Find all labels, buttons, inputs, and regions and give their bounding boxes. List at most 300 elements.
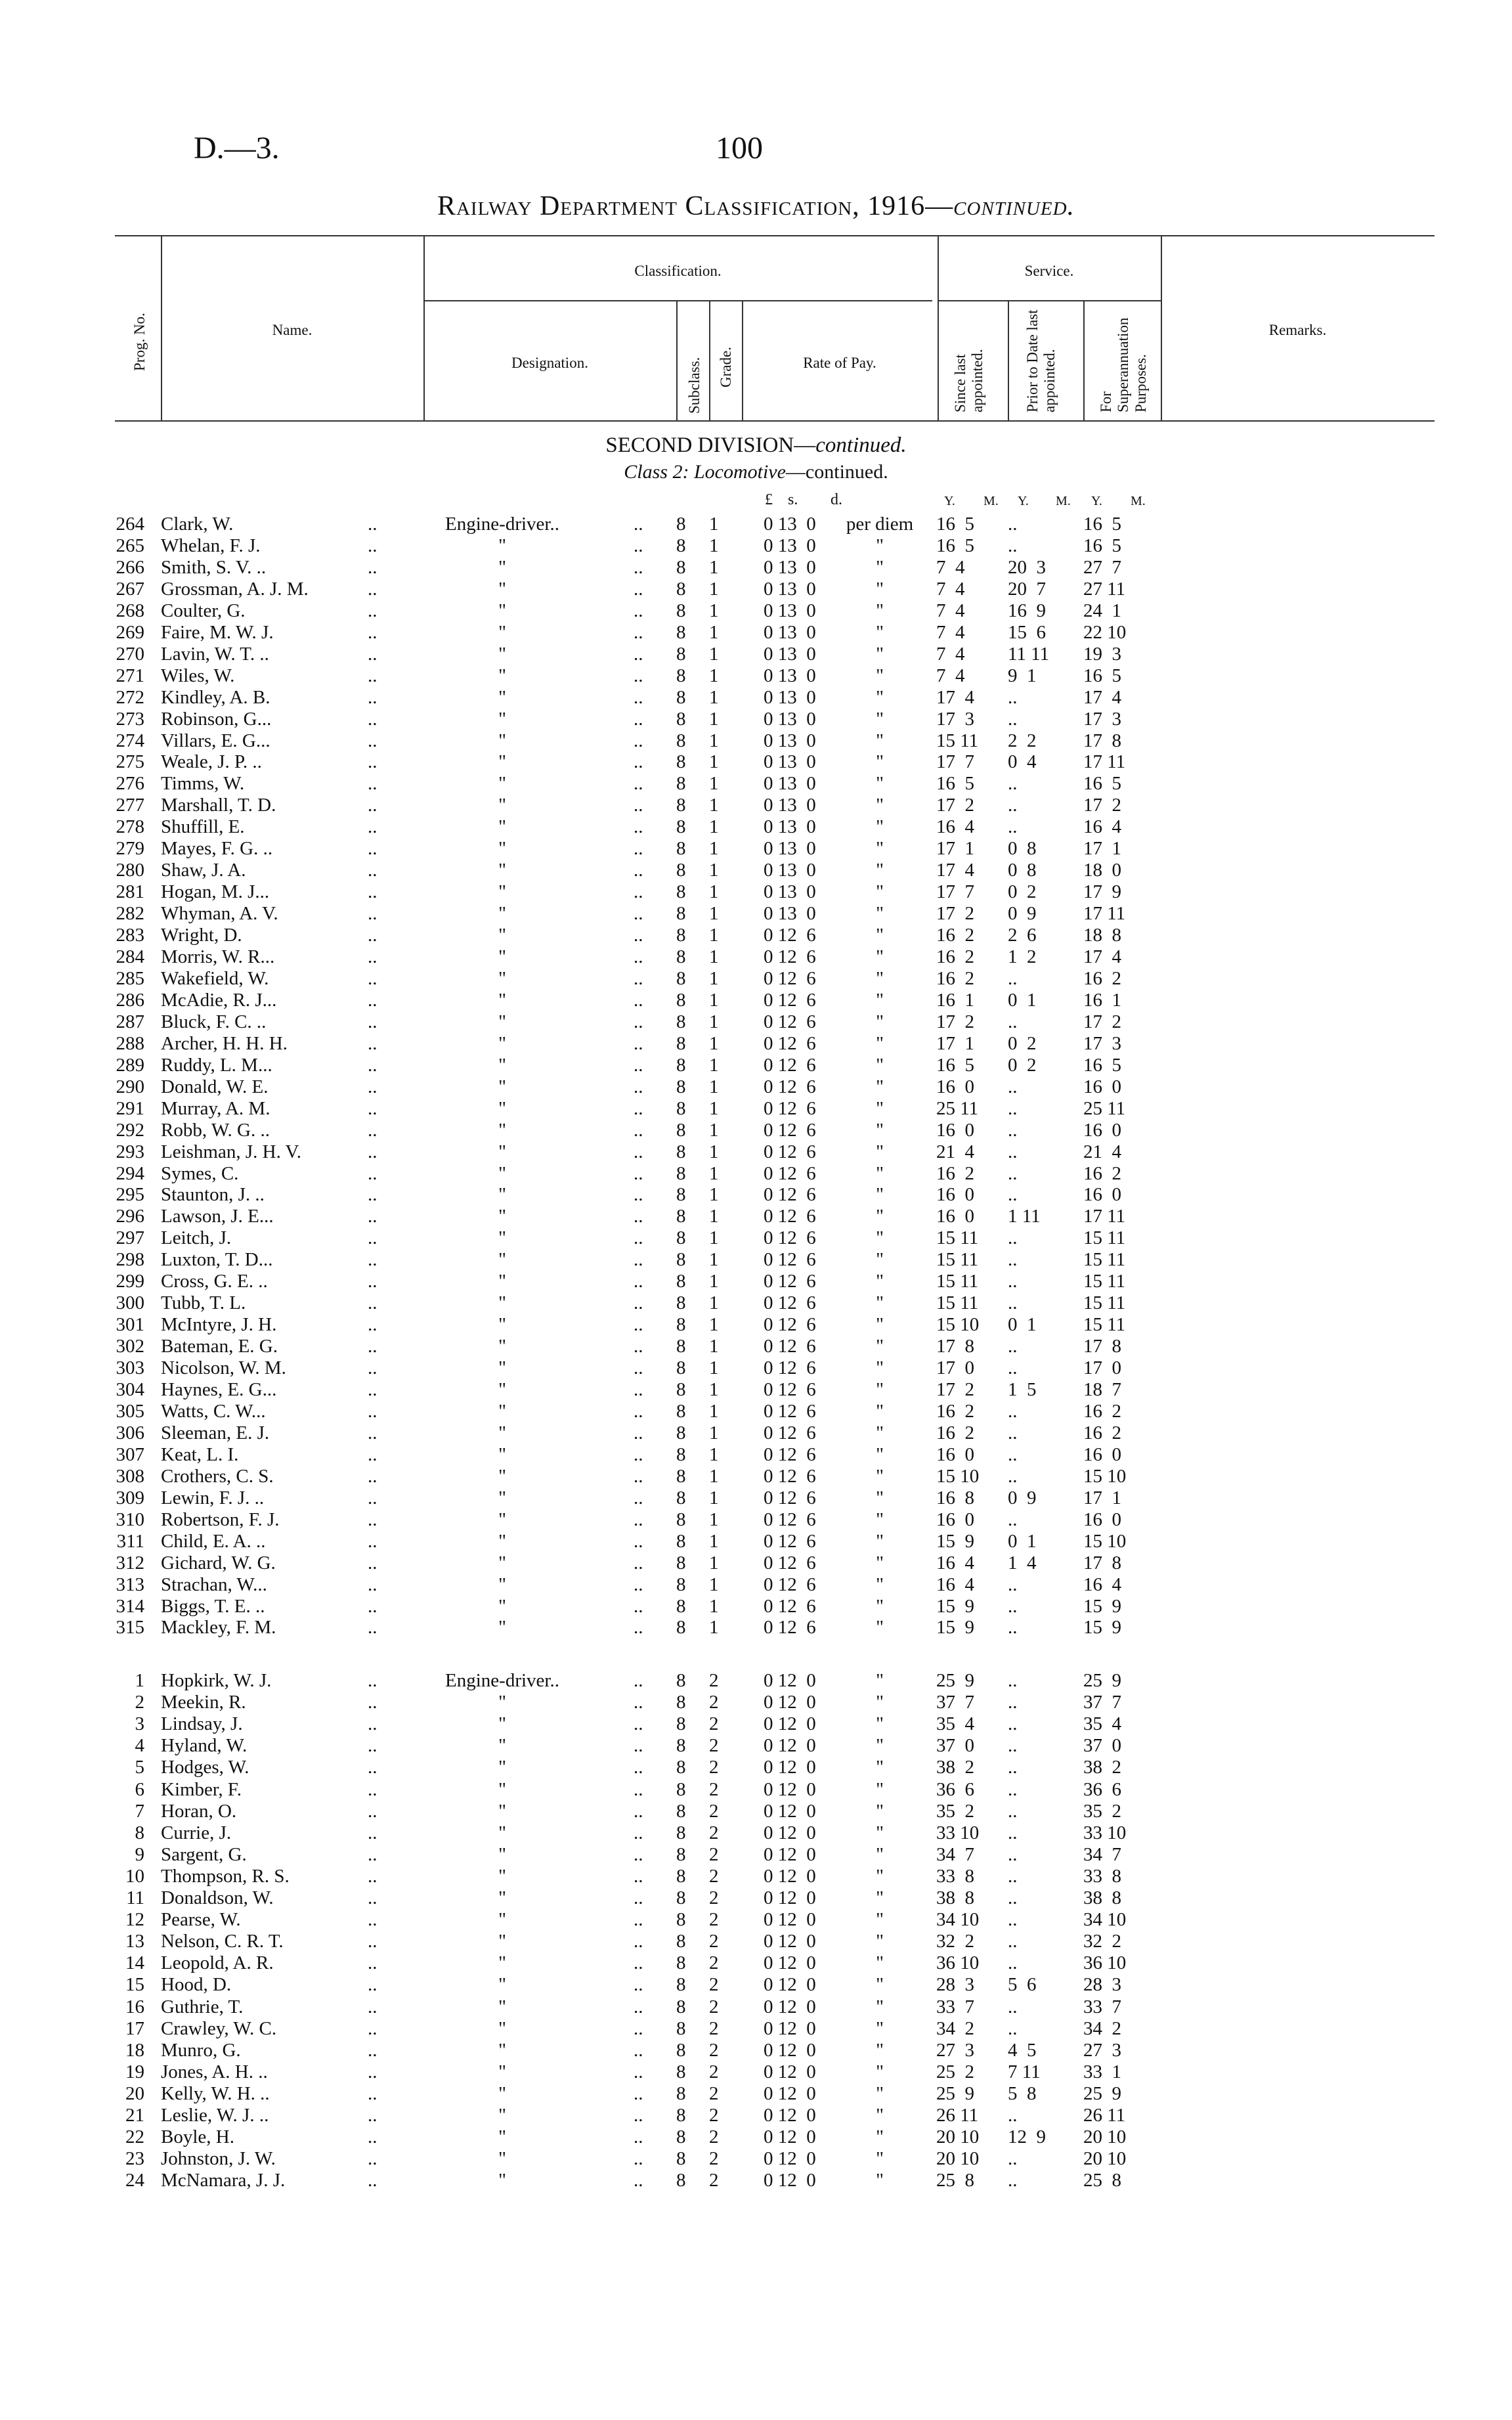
prog-no: 302 (116, 1336, 144, 1357)
leader-dots: .. (634, 1865, 643, 1887)
prog-no: 23 (125, 2148, 144, 2170)
grade: 2 (709, 2082, 719, 2104)
service-since-last: 38 2 (936, 1757, 974, 1778)
table-row (0, 622, 1512, 644)
pay-period: " (876, 751, 884, 773)
rate-of-pay: 0 12 0 (764, 2126, 816, 2148)
service-since-last: 16 5 (936, 514, 974, 535)
service-prior: .. (1008, 1422, 1018, 1443)
unit-shillings: s. (788, 491, 798, 508)
col-superannuation: For Superannuation Purposes. (1098, 317, 1149, 412)
service-superannuation: 37 7 (1083, 1692, 1121, 1713)
grade: 1 (709, 578, 719, 600)
leader-dots: .. (634, 1931, 643, 1952)
service-superannuation: 17 3 (1083, 1032, 1121, 1054)
pay-period: " (876, 1530, 884, 1552)
pay-period: " (876, 2105, 884, 2126)
leader-dots: .. (634, 578, 643, 600)
service-prior: .. (1008, 2017, 1018, 2039)
subclass: 8 (676, 1400, 686, 1422)
rate-of-pay: 0 13 0 (764, 535, 816, 556)
service-since-last: 25 9 (936, 2082, 974, 2104)
leader-dots: .. (368, 1422, 378, 1443)
subclass: 8 (676, 1443, 686, 1465)
grade: 2 (709, 2170, 719, 2191)
subclass: 8 (676, 686, 686, 708)
grade: 2 (709, 1887, 719, 1908)
employee-name: Jones, A. H. .. (161, 2061, 268, 2082)
grade: 1 (709, 1271, 719, 1292)
leader-dots: .. (368, 1617, 378, 1639)
pay-period: " (876, 1552, 884, 1573)
grade: 1 (709, 1119, 719, 1141)
grade: 1 (709, 1336, 719, 1357)
employee-name: McNamara, J. J. (161, 2170, 286, 2191)
designation: " (498, 1227, 506, 1249)
service-prior: .. (1008, 708, 1018, 730)
employee-name: Bateman, E. G. (161, 1336, 278, 1357)
prog-no: 305 (116, 1400, 144, 1422)
leader-dots: .. (368, 1931, 378, 1952)
rate-of-pay: 0 13 0 (764, 514, 816, 535)
subclass: 8 (676, 1032, 686, 1054)
prog-no: 18 (125, 2039, 144, 2061)
leader-dots: .. (634, 816, 643, 838)
grade: 1 (709, 1487, 719, 1508)
rate-of-pay: 0 12 0 (764, 1757, 816, 1778)
rate-of-pay: 0 12 0 (764, 1952, 816, 1974)
service-since-last: 15 10 (936, 1465, 980, 1487)
service-superannuation: 15 11 (1083, 1314, 1126, 1336)
service-since-last: 15 9 (936, 1595, 974, 1617)
leader-dots: .. (368, 1887, 378, 1908)
leader-dots: .. (368, 838, 378, 860)
service-since-last: 16 2 (936, 946, 974, 967)
designation: " (498, 1422, 506, 1443)
subclass: 8 (676, 535, 686, 556)
service-prior: 0 1 (1008, 989, 1037, 1011)
pay-period: " (876, 1865, 884, 1887)
service-since-last: 15 11 (936, 730, 979, 751)
designation: " (498, 1271, 506, 1292)
pay-period: " (876, 1508, 884, 1530)
leader-dots: .. (634, 1379, 643, 1400)
leader-dots: .. (634, 556, 643, 578)
subclass: 8 (676, 1822, 686, 1843)
service-prior: 2 6 (1008, 925, 1037, 946)
prog-no: 293 (116, 1141, 144, 1162)
table-row (0, 1336, 1512, 1357)
employee-name: Bluck, F. C. .. (161, 1011, 267, 1032)
employee-name: Meekin, R. (161, 1692, 246, 1713)
service-prior: .. (1008, 1508, 1018, 1530)
prog-no: 12 (125, 1909, 144, 1931)
rate-of-pay: 0 12 0 (764, 1692, 816, 1713)
service-superannuation: 38 2 (1083, 1757, 1121, 1778)
service-superannuation: 15 10 (1083, 1465, 1127, 1487)
service-prior: 1 4 (1008, 1552, 1037, 1573)
grade: 2 (709, 2039, 719, 2061)
page-title (0, 190, 1512, 222)
service-since-last: 33 7 (936, 1996, 974, 2017)
service-prior: .. (1008, 1465, 1018, 1487)
pay-period: " (876, 1249, 884, 1271)
table-row (0, 1120, 1512, 1141)
leader-dots: .. (368, 989, 378, 1011)
leader-dots: .. (368, 860, 378, 881)
employee-name: Morris, W. R... (161, 946, 275, 967)
unit-m2: M. (1056, 494, 1071, 508)
grade: 2 (709, 1757, 719, 1778)
leader-dots: .. (368, 1032, 378, 1054)
table-row (0, 644, 1512, 665)
leader-dots: .. (634, 751, 643, 773)
service-superannuation: 15 9 (1083, 1617, 1121, 1639)
grade: 1 (709, 903, 719, 925)
employee-name: Currie, J. (161, 1822, 232, 1843)
grade: 1 (709, 1508, 719, 1530)
service-prior: 15 6 (1008, 621, 1046, 643)
employee-name: Luxton, T. D... (161, 1249, 273, 1271)
employee-name: Watts, C. W... (161, 1400, 266, 1422)
leader-dots: .. (634, 1097, 643, 1119)
service-superannuation: 16 0 (1083, 1443, 1121, 1465)
subclass: 8 (676, 925, 686, 946)
leader-dots: .. (368, 1271, 378, 1292)
prog-no: 270 (116, 643, 144, 665)
prog-no: 268 (116, 600, 144, 621)
service-prior: .. (1008, 1952, 1018, 1974)
leader-dots: .. (368, 1974, 378, 1996)
employee-name: Sleeman, E. J. (161, 1422, 270, 1443)
designation: " (498, 1757, 506, 1778)
col-classification: Classification. (634, 263, 722, 279)
prog-no: 290 (116, 1076, 144, 1097)
service-prior: .. (1008, 1865, 1018, 1887)
service-since-last: 16 1 (936, 989, 974, 1011)
service-superannuation: 17 4 (1083, 946, 1121, 967)
grade: 2 (709, 2061, 719, 2082)
designation: " (498, 730, 506, 751)
table-row (0, 1692, 1512, 1713)
designation: " (498, 989, 506, 1011)
service-prior: 0 8 (1008, 838, 1037, 860)
prog-no: 281 (116, 881, 144, 903)
subclass: 8 (676, 1292, 686, 1314)
table-row (0, 687, 1512, 709)
service-since-last: 28 3 (936, 1974, 974, 1996)
leader-dots: .. (368, 967, 378, 989)
grade: 1 (709, 1249, 719, 1271)
designation: " (498, 1141, 506, 1162)
service-superannuation: 33 1 (1083, 2061, 1121, 2082)
employee-name: Staunton, J. .. (161, 1184, 265, 1206)
subclass: 8 (676, 730, 686, 751)
table-row (0, 1444, 1512, 1466)
pay-period: " (876, 1800, 884, 1822)
service-since-last: 15 9 (936, 1617, 974, 1639)
leader-dots: .. (368, 1184, 378, 1206)
prog-no: 24 (125, 2170, 144, 2191)
table-row (0, 881, 1512, 903)
grade: 1 (709, 1400, 719, 1422)
leader-dots: .. (634, 1292, 643, 1314)
leader-dots: .. (368, 2105, 378, 2126)
table-row (0, 1801, 1512, 1822)
table-row (0, 795, 1512, 816)
leader-dots: .. (634, 1996, 643, 2017)
leader-dots: .. (634, 860, 643, 881)
rate-of-pay: 0 12 0 (764, 1778, 816, 1800)
designation: " (498, 1314, 506, 1336)
service-superannuation: 35 2 (1083, 1800, 1121, 1822)
rate-of-pay: 0 12 6 (764, 1141, 816, 1162)
table-row (0, 709, 1512, 730)
leader-dots: .. (634, 2039, 643, 2061)
leader-dots: .. (368, 1757, 378, 1778)
leader-dots: .. (634, 2148, 643, 2170)
service-since-last: 25 11 (936, 1097, 979, 1119)
subclass: 8 (676, 621, 686, 643)
designation: " (498, 751, 506, 773)
pay-period: " (876, 2082, 884, 2104)
service-prior: 1 11 (1008, 1206, 1041, 1227)
employee-name: Hyland, W. (161, 1735, 248, 1757)
leader-dots: .. (368, 1865, 378, 1887)
service-prior: .. (1008, 1735, 1018, 1757)
table-row (0, 1011, 1512, 1033)
designation: " (498, 1822, 506, 1843)
table-row (0, 2105, 1512, 2126)
grade: 1 (709, 989, 719, 1011)
prog-no: 4 (135, 1735, 144, 1757)
service-prior: .. (1008, 1443, 1018, 1465)
prog-no: 285 (116, 967, 144, 989)
table-row (0, 925, 1512, 946)
service-prior: .. (1008, 1357, 1018, 1379)
grade: 2 (709, 1931, 719, 1952)
employee-name: Cross, G. E. .. (161, 1271, 268, 1292)
subclass: 8 (676, 1249, 686, 1271)
leader-dots: .. (368, 773, 378, 795)
employee-name: Grossman, A. J. M. (161, 578, 309, 600)
service-prior: .. (1008, 1011, 1018, 1032)
prog-no: 275 (116, 751, 144, 773)
service-since-last: 16 0 (936, 1206, 974, 1227)
service-since-last: 35 4 (936, 1713, 974, 1735)
service-since-last: 16 4 (936, 816, 974, 838)
leader-dots: .. (634, 1692, 643, 1713)
employee-name: Johnston, J. W. (161, 2148, 276, 2170)
leader-dots: .. (368, 686, 378, 708)
rate-of-pay: 0 12 0 (764, 1931, 816, 1952)
employee-name: Donaldson, W. (161, 1887, 274, 1908)
grade: 1 (709, 1422, 719, 1443)
table-row (0, 2040, 1512, 2061)
grade: 2 (709, 1692, 719, 1713)
grade: 1 (709, 1032, 719, 1054)
grade: 1 (709, 773, 719, 795)
table-row (0, 860, 1512, 881)
service-since-last: 16 0 (936, 1443, 974, 1465)
subclass: 8 (676, 1336, 686, 1357)
table-row (0, 968, 1512, 990)
grade: 1 (709, 751, 719, 773)
pay-period: " (876, 1141, 884, 1162)
employee-name: Munro, G. (161, 2039, 241, 2061)
page-number: 100 (716, 131, 763, 165)
rate-of-pay: 0 12 0 (764, 1909, 816, 1931)
grade: 1 (709, 730, 719, 751)
table-row (0, 1552, 1512, 1574)
employee-name: Horan, O. (161, 1800, 237, 1822)
section-heading (0, 433, 1512, 458)
service-prior: .. (1008, 1249, 1018, 1271)
service-superannuation: 15 11 (1083, 1227, 1126, 1249)
rate-of-pay: 0 12 0 (764, 1670, 816, 1691)
grade: 1 (709, 838, 719, 860)
service-superannuation: 19 3 (1083, 643, 1121, 665)
service-prior: .. (1008, 2105, 1018, 2126)
leader-dots: .. (368, 1162, 378, 1184)
leader-dots: .. (634, 1530, 643, 1552)
service-superannuation: 15 10 (1083, 1530, 1127, 1552)
leader-dots: .. (368, 535, 378, 556)
employee-name: Haynes, E. G... (161, 1379, 277, 1400)
service-since-last: 15 11 (936, 1271, 979, 1292)
rate-of-pay: 0 12 0 (764, 1800, 816, 1822)
grade: 2 (709, 2148, 719, 2170)
rate-of-pay: 0 12 0 (764, 1887, 816, 1908)
service-since-last: 16 5 (936, 773, 974, 795)
pay-period: " (876, 2170, 884, 2191)
prog-no: 299 (116, 1271, 144, 1292)
service-superannuation: 27 7 (1083, 556, 1121, 578)
pay-period: " (876, 1909, 884, 1931)
grade: 1 (709, 1314, 719, 1336)
leader-dots: .. (634, 1487, 643, 1508)
leader-dots: .. (634, 1011, 643, 1032)
leader-dots: .. (634, 773, 643, 795)
designation: " (498, 1778, 506, 1800)
designation: " (498, 1800, 506, 1822)
grade: 1 (709, 535, 719, 556)
leader-dots: .. (634, 1119, 643, 1141)
service-prior: .. (1008, 1692, 1018, 1713)
leader-dots: .. (368, 1054, 378, 1076)
table-row (0, 1292, 1512, 1314)
rate-of-pay: 0 13 0 (764, 881, 816, 903)
designation: " (498, 556, 506, 578)
pay-period: " (876, 1032, 884, 1054)
grade: 1 (709, 686, 719, 708)
service-superannuation: 16 5 (1083, 535, 1121, 556)
prog-no: 304 (116, 1379, 144, 1400)
service-superannuation: 28 3 (1083, 1974, 1121, 1996)
leader-dots: .. (368, 2170, 378, 2191)
leader-dots: .. (368, 1573, 378, 1595)
subclass: 8 (676, 1692, 686, 1713)
grade: 2 (709, 1865, 719, 1887)
service-prior: .. (1008, 795, 1018, 816)
prog-no: 16 (125, 1996, 144, 2017)
service-since-last: 36 6 (936, 1778, 974, 1800)
service-prior: .. (1008, 2148, 1018, 2170)
leader-dots: .. (634, 1843, 643, 1865)
grade: 1 (709, 1184, 719, 1206)
leader-dots: .. (634, 708, 643, 730)
employee-name: Donald, W. E. (161, 1076, 269, 1097)
grade: 2 (709, 1800, 719, 1822)
prog-no: 297 (116, 1227, 144, 1249)
leader-dots: .. (634, 643, 643, 665)
rate-of-pay: 0 13 0 (764, 751, 816, 773)
designation: " (498, 1843, 506, 1865)
service-superannuation: 17 8 (1083, 730, 1121, 751)
subclass: 8 (676, 2126, 686, 2148)
service-prior: .. (1008, 1757, 1018, 1778)
designation: " (498, 1032, 506, 1054)
designation: " (498, 795, 506, 816)
service-since-last: 33 10 (936, 1822, 980, 1843)
pay-period: " (876, 881, 884, 903)
service-prior: .. (1008, 1336, 1018, 1357)
service-prior: .. (1008, 1184, 1018, 1206)
prog-no: 17 (125, 2017, 144, 2039)
table-row (0, 1617, 1512, 1639)
service-superannuation: 17 11 (1083, 751, 1126, 773)
employee-name: Timms, W. (161, 773, 245, 795)
leader-dots: .. (368, 556, 378, 578)
rate-of-pay: 0 12 6 (764, 1249, 816, 1271)
designation: " (498, 1465, 506, 1487)
designation: " (498, 1206, 506, 1227)
service-superannuation: 16 2 (1083, 967, 1121, 989)
service-since-last: 16 2 (936, 1422, 974, 1443)
service-superannuation: 33 10 (1083, 1822, 1127, 1843)
service-superannuation: 20 10 (1083, 2148, 1127, 2170)
service-superannuation: 16 2 (1083, 1422, 1121, 1443)
rate-of-pay: 0 12 0 (764, 2148, 816, 2170)
section-division-suffix: continued. (815, 433, 907, 457)
subclass: 8 (676, 1162, 686, 1184)
leader-dots: .. (368, 1552, 378, 1573)
employee-name: Crawley, W. C. (161, 2017, 277, 2039)
service-since-last: 17 2 (936, 1011, 974, 1032)
employee-name: Marshall, T. D. (161, 795, 276, 816)
pay-period: " (876, 1778, 884, 1800)
designation: " (498, 1400, 506, 1422)
rate-of-pay: 0 12 6 (764, 1119, 816, 1141)
prog-no: 21 (125, 2105, 144, 2126)
leader-dots: .. (634, 967, 643, 989)
employee-name: Coulter, G. (161, 600, 246, 621)
service-prior: .. (1008, 1595, 1018, 1617)
prog-no: 271 (116, 665, 144, 686)
leader-dots: .. (368, 903, 378, 925)
service-prior: .. (1008, 1800, 1018, 1822)
pay-period: " (876, 1573, 884, 1595)
rate-of-pay: 0 13 0 (764, 578, 816, 600)
table-row (0, 1844, 1512, 1866)
rate-of-pay: 0 12 6 (764, 1487, 816, 1508)
service-superannuation: 16 0 (1083, 1076, 1121, 1097)
grade: 1 (709, 643, 719, 665)
leader-dots: .. (634, 1314, 643, 1336)
leader-dots: .. (368, 2148, 378, 2170)
service-since-last: 26 11 (936, 2105, 979, 2126)
employee-name: Robb, W. G. .. (161, 1119, 270, 1141)
